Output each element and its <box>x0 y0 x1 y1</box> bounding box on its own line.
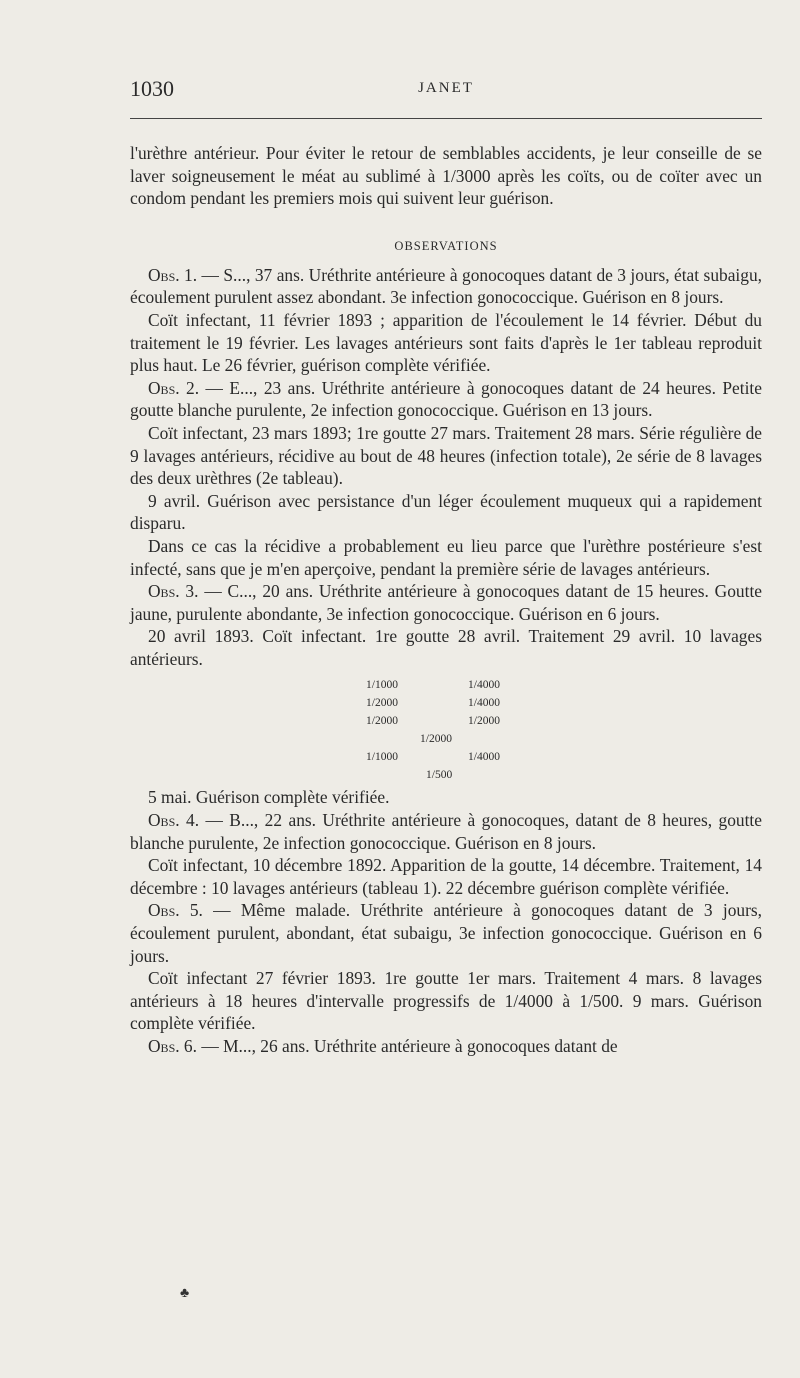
lavage-ratio-table <box>130 678 762 782</box>
ornament-mark: ♣ <box>180 1286 190 1301</box>
obs4-paragraph: Obs. 4. — B..., 22 ans. Uréthrite antérieure à gonocoques, datant de 8 heures, goutte blanche purulente, 2e infection gonococcique. Guérison en 8 jours. <box>130 810 762 853</box>
obs1-paragraph: Obs. 1. — S..., 37 ans. Uréthrite antérieure à gonocoques datant de 3 jours, état subaigu, écoulement purulent assez abondant. 3e infection gonococcique. Guérison en 8 jours. <box>130 264 762 308</box>
obs2-paragraph-3: 9 avril. Guérison avec persistance d'un léger écoulement muqueux qui a rapidement disparu. <box>130 490 762 534</box>
ratio-cell: 1/2000 <box>366 697 398 710</box>
obs-label: Obs. 3. <box>148 581 199 602</box>
obs2-paragraph-2: Coït infectant, 23 mars 1893; 1re goutte 27 mars. Traitement 28 mars. Série régulière de 9 lavages antérieurs, récidive au bout de 48 heures (infection totale), 2e série de 8 lavages des deux urèthres (2e tableau). <box>130 422 762 489</box>
ratio-cell: 1/4000 <box>468 751 500 764</box>
ratio-cell: 1/2000 <box>468 715 500 728</box>
obs4-paragraph-2: Coït infectant, 10 décembre 1892. Apparition de la goutte, 14 décembre. Traitement, 14 décembre : 10 lavages antérieurs (tableau 1). 22 décembre guérison complète vérifiée. <box>130 855 762 898</box>
page-number: 1030 <box>130 76 174 101</box>
obs5-paragraph-2: Coït infectant 27 février 1893. 1re goutte 1er mars. Traitement 4 mars. 8 lavages antérieurs à 18 heures d'intervalle progressifs de 1/4000 à 1/500. 9 mars. Guérison complète vérifiée. <box>130 968 762 1034</box>
obs1-paragraph-2: Coït infectant, 11 février 1893 ; apparition de l'écoulement le 14 février. Début du traitement le 19 février. Les lavages antérieurs sont faits d'après le 1er tableau reproduit plus haut. Le 26 février, guérison complète vérifiée. <box>130 309 762 376</box>
obs-label: Obs. 6. <box>148 1036 197 1056</box>
obs-label: Obs. 4. <box>148 810 200 831</box>
obs3-paragraph: Obs. 3. — C..., 20 ans. Uréthrite antérieure à gonocoques datant de 15 heures. Goutte jaune, purulente abondante, 3e infection gonococcique. Guérison en 6 jours. <box>130 581 762 624</box>
intro-paragraph: l'urèthre antérieur. Pour éviter le retour de semblables accidents, je leur conseille de se laver soigneusement le méat au sublimé à 1/3000 après les coïts, ou de coïter avec un condom pendant les premiers mois qui suivent leur guérison. <box>130 143 762 209</box>
obs-label: Obs. 2. <box>148 377 200 398</box>
ratio-cell: 1/500 <box>426 769 453 782</box>
ratio-cell: 1/1000 <box>366 679 398 692</box>
ratio-cell: 1/4000 <box>468 697 500 710</box>
ratio-cell: 1/4000 <box>468 679 500 692</box>
obs-label: Obs. 5. <box>148 900 203 921</box>
obs3-paragraph-3: 5 mai. Guérison complète vérifiée. <box>148 787 390 808</box>
body-text <box>130 142 762 1058</box>
ratio-cell: 1/2000 <box>366 715 398 728</box>
page-header <box>130 76 762 102</box>
obs6-paragraph: Obs. 6. — M..., 26 ans. Uréthrite antérieure à gonocoques datant de <box>148 1036 618 1056</box>
obs-label: Obs. 1. <box>148 264 198 285</box>
header-rule <box>130 118 762 119</box>
ratio-cell: 1/2000 <box>420 733 452 746</box>
obs5-paragraph: Obs. 5. — Même malade. Uréthrite antérieure à gonocoques datant de 3 jours, écoulement purulent, abondant, état subaigu, 3e infection gonococcique. Guérison en 6 jours. <box>130 900 762 966</box>
section-heading: OBSERVATIONS <box>394 238 498 253</box>
ratio-cell: 1/1000 <box>366 751 398 764</box>
obs2-paragraph-4: Dans ce cas la récidive a probablement eu lieu parce que l'urèthre postérieure s'est infecté, sans que je m'en aperçoive, pendant la première série de lavages antérieurs. <box>130 535 762 579</box>
obs3-paragraph-2: 20 avril 1893. Coït infectant. 1re goutte 28 avril. Traitement 29 avril. 10 lavages antérieurs. <box>130 626 762 669</box>
running-head: JANET <box>418 80 474 96</box>
obs2-paragraph: Obs. 2. — E..., 23 ans. Uréthrite antérieure à gonocoques datant de 24 heures. Petite goutte blanche purulente, 2e infection gonococcique. Guérison en 13 jours. <box>130 377 762 421</box>
